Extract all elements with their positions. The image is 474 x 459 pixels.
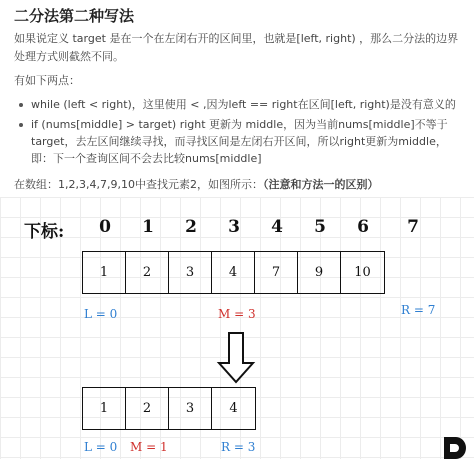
index-7: 7 <box>407 217 419 237</box>
index-0: 0 <box>99 217 111 237</box>
array-cell: 1 <box>83 252 126 293</box>
array-cell: 4 <box>212 252 255 293</box>
logo-mark-icon <box>444 437 468 459</box>
index-5: 5 <box>314 217 326 237</box>
index-2: 2 <box>185 217 197 237</box>
index-label: 下标: <box>24 222 65 242</box>
list-item: if (nums[middle] > target) right 更新为 middle，因为当前nums[middle]不等于target，去左区间继续寻找，而寻找区间是左闭右开区间，所以right更新为middle，即：下一个查询区间不会去比较nums[middle] <box>14 116 462 167</box>
right-pointer-step: R = 3 <box>221 440 256 454</box>
left-pointer-step: L = 0 <box>84 440 118 454</box>
array-after-step <box>82 387 256 430</box>
array-cell: 2 <box>126 252 169 293</box>
array-initial <box>82 251 385 294</box>
right-pointer-initial: R = 7 <box>401 303 436 317</box>
intro-paragraph: 如果说定义 target 是在一个在左闭右开的区间里，也就是[left, right) ，那么二分法的边界处理方式则截然不同。 <box>14 32 459 63</box>
index-1: 1 <box>142 217 154 237</box>
example-note: （注意和方法一的区别） <box>262 178 379 191</box>
array-cell: 1 <box>83 388 126 429</box>
down-arrow-icon <box>216 331 256 385</box>
array-cell: 4 <box>229 401 238 416</box>
rule-list <box>14 96 462 170</box>
middle-pointer-initial: M = 3 <box>218 307 256 321</box>
array-cell: 2 <box>126 388 169 429</box>
array-cell: 7 <box>255 252 298 293</box>
left-pointer-initial: L = 0 <box>84 307 118 321</box>
array-cell: 3 <box>169 388 212 429</box>
index-3: 3 <box>228 217 240 237</box>
list-item: while (left < right)，这里使用 < ,因为left == right在区间[left, right)是没有意义的 <box>14 96 462 113</box>
section-title: 二分法第二种写法 <box>14 7 135 25</box>
index-6: 6 <box>357 217 369 237</box>
example-text: 在数组：1,2,3,4,7,9,10中查找元素2，如图所示： <box>14 178 263 191</box>
index-4: 4 <box>271 217 283 237</box>
array-cell: 3 <box>169 252 212 293</box>
middle-pointer-step: M = 1 <box>130 440 168 454</box>
two-points-heading: 有如下两点： <box>14 74 80 87</box>
binary-search-figure <box>0 197 474 459</box>
example-paragraph <box>14 176 378 194</box>
array-cell: 9 <box>298 252 341 293</box>
array-cell: 10 <box>354 265 371 280</box>
